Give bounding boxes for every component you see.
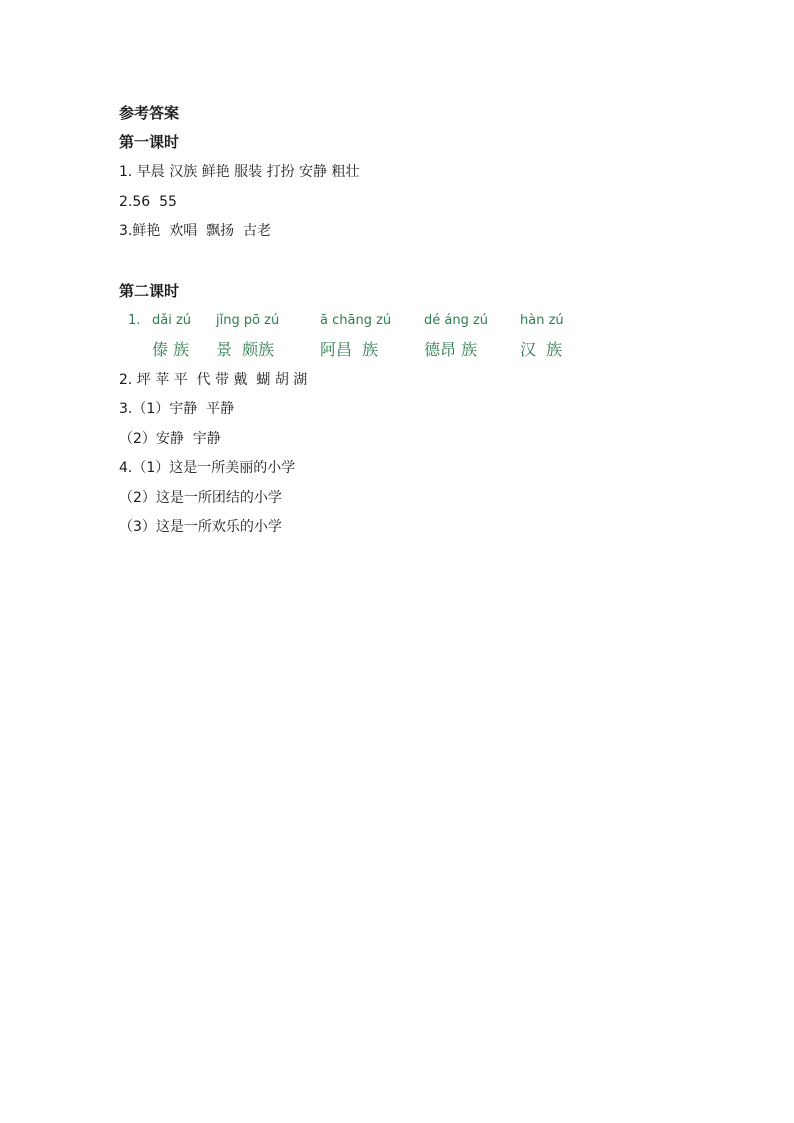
- hanzi-item: 汉 族: [520, 340, 563, 359]
- pinyin-item: dǎi zú: [152, 313, 192, 328]
- question1-number: 1.: [128, 313, 141, 328]
- hanzi-item: 傣 族: [152, 340, 190, 359]
- lesson1-title: 第一课时: [119, 133, 180, 151]
- pinyin-item: ā chāng zú: [320, 313, 392, 328]
- lesson1-question2: 2.56 55: [119, 194, 177, 210]
- lesson2-question3-part1: 3.（1）宇静 平静: [119, 401, 235, 417]
- pinyin-row: [0, 312, 794, 332]
- lesson2-question2: 2. 坪 苹 平 代 带 戴 蝴 胡 湖: [119, 372, 308, 388]
- pinyin-item: dé áng zú: [424, 313, 489, 328]
- lesson2-question4-part2: （2）这是一所团结的小学: [119, 490, 282, 506]
- lesson2-question4-part3: （3）这是一所欢乐的小学: [119, 519, 282, 535]
- pinyin-item: hàn zú: [520, 313, 564, 328]
- lesson1-question1: 1. 早晨 汉族 鲜艳 服装 打扮 安静 粗壮: [119, 164, 360, 180]
- lesson1-question3: 3.鲜艳 欢唱 飘扬 古老: [119, 223, 272, 239]
- lesson2-question4-part1: 4.（1）这是一所美丽的小学: [119, 460, 296, 476]
- hanzi-item: 德昂 族: [424, 340, 478, 359]
- answer-heading: 参考答案: [119, 104, 180, 122]
- lesson2-question3-part2: （2）安静 宇静: [119, 431, 221, 447]
- pinyin-item: jǐng pō zú: [216, 313, 280, 328]
- lesson2-title: 第二课时: [119, 282, 180, 300]
- hanzi-item: 景 颇族: [216, 340, 275, 359]
- hanzi-row: [0, 340, 794, 360]
- hanzi-item: 阿昌 族: [320, 340, 379, 359]
